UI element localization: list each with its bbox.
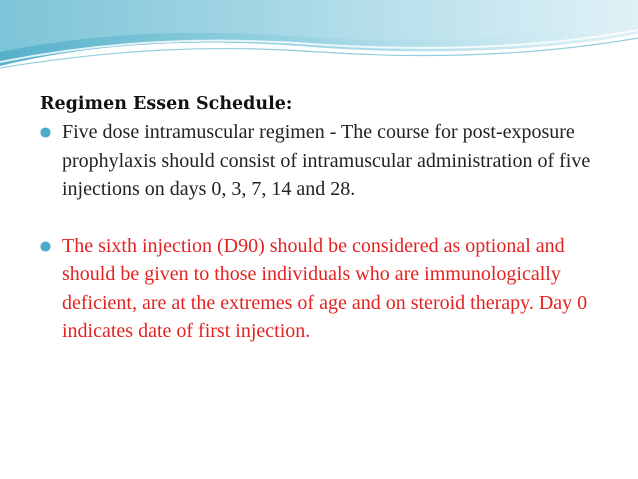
- slide-content: [40, 92, 615, 346]
- bullet-text-2: The sixth injection (D90) should be considered as optional and should be given to those individuals who are immunologically deficient, are at the extremes of age and on steroid therapy. Day 0 indicates date of first injection.: [62, 234, 588, 342]
- header-wave-decoration: [0, 0, 638, 80]
- bullet-item-1: [40, 118, 615, 204]
- slide-title: Regimen Essen Schedule:: [40, 94, 293, 114]
- bullet-item-2: [40, 232, 615, 346]
- bullet-disc-icon: [40, 127, 51, 138]
- bullet-disc-icon: [40, 241, 51, 252]
- bullet-text-1: Five dose intramuscular regimen - The course for post-exposure prophylaxis should consist of intramuscular administration of five injections on days 0, 3, 7, 14 and 28.: [62, 121, 591, 200]
